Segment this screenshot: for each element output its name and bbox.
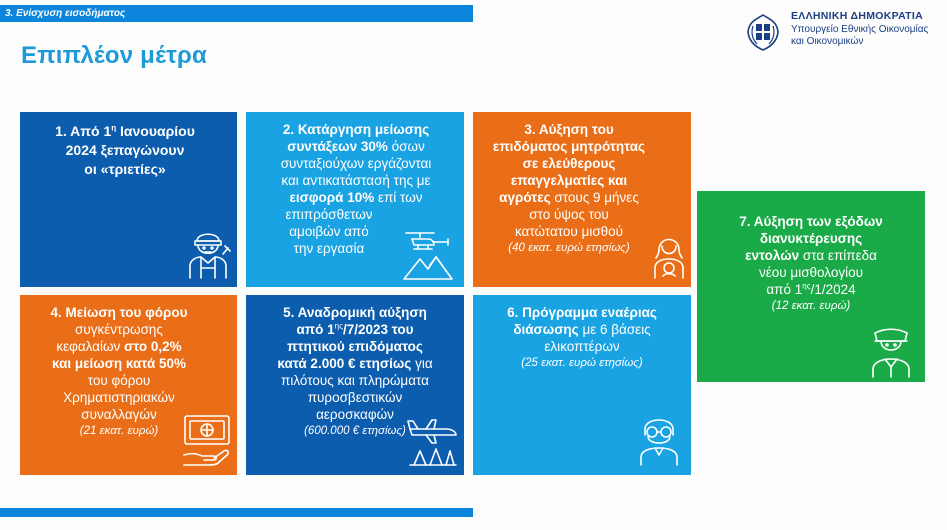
- measure-1-line-2: 2024 ξεπαγώνουν: [65, 142, 185, 158]
- helicopter-mountain-icon: [400, 229, 456, 281]
- measure-5-heading: 5. Αναδρομική αύξηση: [283, 305, 427, 320]
- measure-5-sup: ης: [334, 321, 343, 331]
- measure-3-bold-3: σε ελεύθερους: [522, 156, 616, 171]
- measure-7-bold-2: διανυκτέρευσης: [759, 231, 863, 246]
- measure-5-note: (600.000 € ετησίως): [304, 425, 406, 437]
- measure-3-text-1: στους 9 μήνες: [550, 190, 639, 205]
- measure-7-text-1: στα επίπεδα: [799, 248, 877, 263]
- measure-tile-5: [246, 295, 464, 475]
- measure-7-bold-3: εντολών: [745, 248, 800, 263]
- ministry-line-2: και Οικονομικών: [791, 36, 864, 47]
- measure-7-heading: 7. Αύξηση των εξόδων: [739, 214, 883, 229]
- measure-5-bold-3: πτητικού επιδόματος: [287, 339, 423, 354]
- measure-7-text-2: νέου μισθολογίου: [759, 265, 863, 280]
- measure-7-text: [703, 213, 919, 315]
- measure-2-heading: 2. Κατάργηση μείωσης: [282, 122, 430, 137]
- measure-5-bold-2a: από 1: [296, 322, 335, 337]
- measure-3-text-3: κατώτατου μισθού: [514, 224, 624, 239]
- measure-1-text: [30, 122, 220, 179]
- measure-tile-2: [246, 112, 464, 287]
- measure-5-text-2: πιλότους και πληρώματα: [281, 373, 429, 388]
- measure-2-bold-2: συντάξεων 30%: [287, 139, 388, 154]
- measure-5-text-1: για: [411, 356, 433, 371]
- measure-1-line-3: οι «τριετίες»: [84, 161, 166, 177]
- measure-tile-3: [473, 112, 691, 287]
- measure-2-bold-3: εισφορά 10%: [289, 190, 375, 205]
- mother-baby-icon: [651, 232, 687, 280]
- measure-4-text-5: συναλλαγών: [81, 407, 157, 422]
- government-name: ΕΛΛΗΝΙΚΗ ΔΗΜΟΚΡΑΤΙΑ: [791, 10, 923, 22]
- measure-4-text-4: Χρηματιστηριακών: [63, 390, 175, 405]
- measure-tile-1: [20, 112, 237, 287]
- worker-icon: [185, 226, 231, 280]
- page-title: Επιπλέον μέτρα: [21, 42, 208, 69]
- government-header: [791, 10, 928, 48]
- measure-2-text-6: αμοιβών από: [289, 224, 369, 239]
- measure-5-bold-2b: /7/2023 του: [342, 322, 414, 337]
- measure-3-bold-4: επαγγελματίες και: [510, 173, 628, 188]
- measure-6-note: (25 εκατ. ευρώ ετησίως): [521, 357, 643, 369]
- measure-2-text-2: συνταξιούχων εργάζονται: [280, 156, 432, 171]
- measure-4-text-1: συγκέντρωσης: [75, 322, 163, 337]
- bottom-rule: [0, 508, 473, 517]
- measure-2-text-7: την εργασία: [293, 241, 365, 256]
- measure-6-heading: 6. Πρόγραμμα εναέριας: [507, 305, 657, 320]
- measure-3-text: [479, 121, 659, 257]
- measure-6-bold-2: διάσωσης: [513, 322, 579, 337]
- measure-2-text-4: επί των: [374, 190, 423, 205]
- measure-5-bold-4: κατά 2.000 € ετησίως: [277, 356, 412, 371]
- measure-6-text-2: ελικοπτέρων: [544, 339, 620, 354]
- pilot-icon: [637, 413, 681, 467]
- measure-7-sup: ης: [802, 281, 811, 291]
- measure-3-heading: 3. Αύξηση του: [524, 122, 614, 137]
- measure-7-note: (12 εκατ. ευρώ): [771, 300, 851, 312]
- measure-2-text-1: όσων: [387, 139, 425, 154]
- measure-4-heading: 4. Μείωση του φόρου: [50, 305, 188, 320]
- measure-2-text-3: και αντικατάστασή της με: [281, 173, 431, 188]
- measure-tile-7: [697, 191, 925, 382]
- measure-5-text-4: αεροσκαφών: [316, 407, 394, 422]
- money-hand-icon: [182, 413, 232, 467]
- measure-6-text-1: με 6 βάσεις: [578, 322, 651, 337]
- measure-7-text-3b: /1/2024: [810, 282, 856, 297]
- measure-3-bold-2: επιδόματος μητρότητας: [492, 139, 646, 154]
- measure-3-text-2: στο ύψος του: [529, 207, 609, 222]
- measure-4-bold-2: στο 0,2%: [124, 339, 182, 354]
- measure-tile-4: [20, 295, 237, 475]
- measure-5-text-3: πυροσβεστικών: [307, 390, 403, 405]
- measure-4-note: (21 εκατ. ευρώ): [79, 425, 159, 437]
- measure-1-sup: η: [111, 123, 117, 133]
- measure-tile-6: [473, 295, 691, 475]
- ministry-line-1: Υπουργείο Εθνικής Οικονομίας: [791, 24, 929, 35]
- measure-3-bold-5: αγρότες: [499, 190, 551, 205]
- measure-4-text-2: κεφαλαίων: [56, 339, 125, 354]
- plane-fire-icon: [406, 415, 460, 467]
- greek-emblem-icon: [743, 12, 783, 52]
- measure-1-line-1a: 1. Από 1: [55, 123, 112, 139]
- measure-3-note: (40 εκατ. ευρώ ετησίως): [508, 242, 630, 254]
- measure-4-bold-3: και μείωση κατά 50%: [51, 356, 187, 371]
- measure-7-text-3a: από 1: [766, 282, 803, 297]
- measure-4-text-3: του φόρου: [87, 373, 151, 388]
- measure-6-text: [477, 304, 687, 372]
- measure-2-text-5: επιπρόσθετων: [285, 207, 373, 222]
- officer-icon: [869, 327, 913, 379]
- section-label: 3. Ενίσχυση εισοδήματος: [0, 5, 473, 22]
- measure-1-line-1b: Ιανουαρίου: [116, 123, 195, 139]
